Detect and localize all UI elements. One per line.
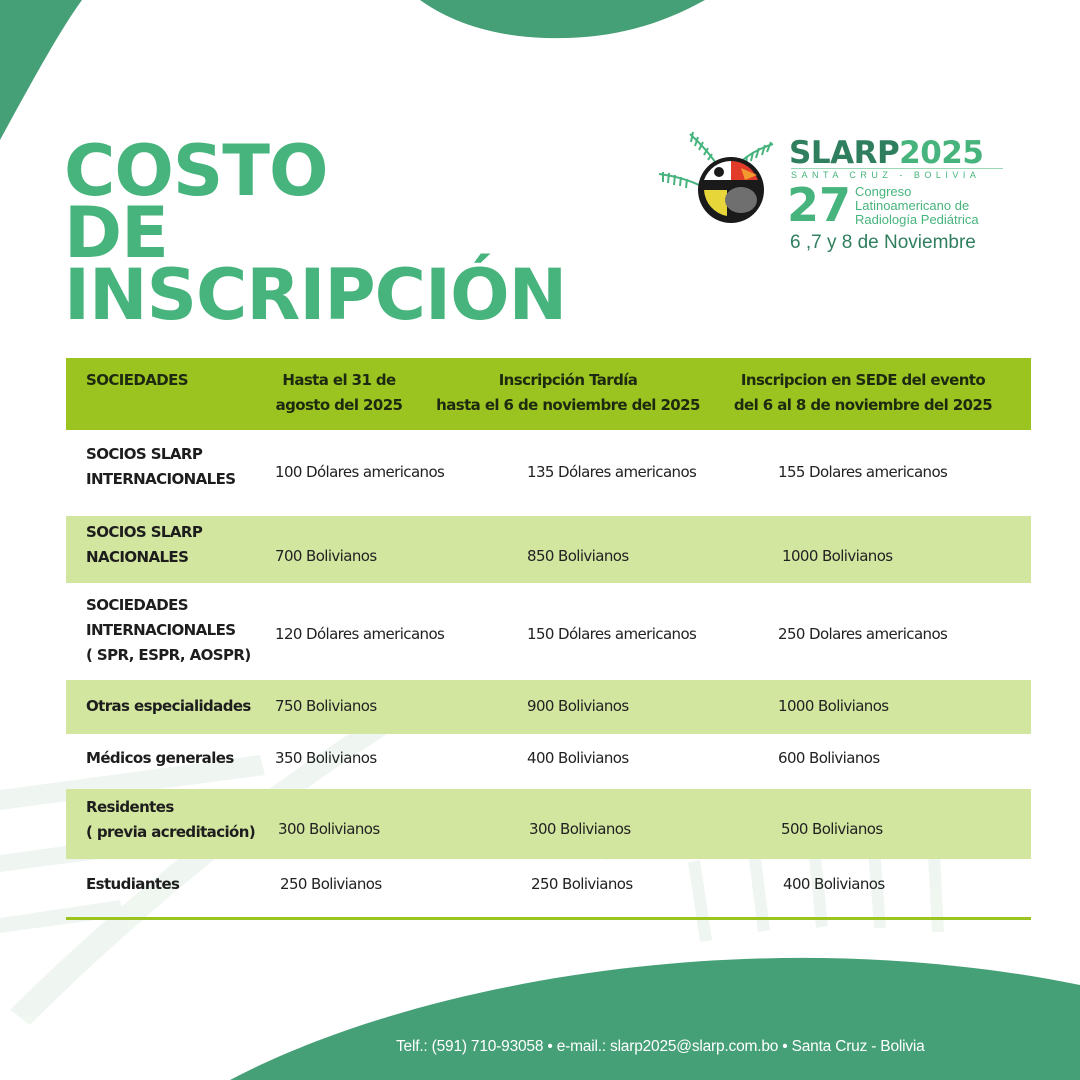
congress-line-3: Radiología Pediátrica (855, 212, 979, 227)
fee-early: 700 Bolivianos (275, 547, 377, 565)
header-early (264, 368, 414, 418)
table-row (66, 680, 1031, 734)
row-label: Residentes ( previa acreditación) (86, 798, 256, 841)
fee-late: 250 Bolivianos (531, 875, 633, 893)
fee-late: 400 Bolivianos (527, 749, 629, 767)
fee-onsite: 250 Dolares americanos (778, 625, 948, 643)
fee-onsite: 600 Bolivianos (778, 749, 880, 767)
toucan-emblem-icon (655, 128, 780, 238)
event-dates: 6 ,7 y 8 de Noviembre (790, 232, 976, 253)
edition-number: 27 (787, 178, 852, 232)
title-line-2: DE (64, 192, 168, 274)
header-onsite-line-1: Inscripcion en SEDE del evento (740, 371, 986, 389)
brand-slarp: SLARP (789, 135, 900, 171)
fee-onsite: 1000 Bolivianos (778, 697, 889, 715)
fee-onsite: 155 Dolares americanos (778, 463, 948, 481)
congress-line-2: Latinoamericano de (855, 198, 970, 213)
table-row (66, 789, 1031, 859)
brand-name (789, 136, 983, 170)
fee-onsite: 500 Bolivianos (781, 820, 883, 838)
fee-late: 300 Bolivianos (529, 820, 631, 838)
title-line-1: COSTO (64, 130, 328, 212)
fee-early: 350 Bolivianos (275, 749, 377, 767)
header-late (428, 368, 708, 418)
row-label: SOCIOS SLARP NACIONALES (86, 523, 203, 566)
congress-line-1: Congreso (855, 184, 912, 199)
slarp-logo (655, 128, 1015, 258)
contact-footer: Telf.: (591) 710-93058 • e-mail.: slarp2025@slarp.com.bo • Santa Cruz - Bolivia (396, 1038, 925, 1055)
fee-onsite: 400 Bolivianos (783, 875, 885, 893)
page-title (64, 130, 567, 336)
header-early-line-2: agosto del 2025 (275, 396, 403, 414)
row-label: Médicos generales (86, 749, 234, 767)
header-early-line-1: Hasta el 31 de (282, 371, 396, 389)
header-onsite (718, 368, 1008, 418)
table-row (66, 583, 1031, 680)
row-label: Otras especialidades (86, 697, 251, 715)
fee-onsite: 1000 Bolivianos (782, 547, 893, 565)
table-row (66, 734, 1031, 789)
table-row (66, 430, 1031, 516)
fee-late: 135 Dólares americanos (527, 463, 697, 481)
fee-early: 120 Dólares americanos (275, 625, 445, 643)
table-row (66, 516, 1031, 583)
header-sociedades: SOCIEDADES (86, 371, 188, 389)
table-header (66, 358, 1031, 430)
fee-early: 250 Bolivianos (280, 875, 382, 893)
fee-early: 750 Bolivianos (275, 697, 377, 715)
congress-name (855, 185, 979, 227)
header-onsite-line-2: del 6 al 8 de noviembre del 2025 (733, 396, 993, 414)
row-label: SOCIOS SLARP INTERNACIONALES (86, 445, 236, 488)
brand-year: 2025 (899, 135, 984, 171)
fee-late: 900 Bolivianos (527, 697, 629, 715)
fee-late: 150 Dólares americanos (527, 625, 697, 643)
title-line-3: INSCRIPCIÓN (64, 254, 567, 336)
table-row (66, 859, 1031, 915)
header-late-line-2: hasta el 6 de noviembre del 2025 (436, 396, 700, 414)
fees-table (66, 358, 1031, 915)
header-late-line-1: Inscripción Tardía (498, 371, 638, 389)
row-label: SOCIEDADES INTERNACIONALES ( SPR, ESPR, AOSPR) (86, 596, 251, 664)
fee-early: 100 Dólares americanos (275, 463, 445, 481)
fee-late: 850 Bolivianos (527, 547, 629, 565)
table-bottom-rule (66, 917, 1031, 920)
fee-early: 300 Bolivianos (278, 820, 380, 838)
brand-location: SANTA CRUZ - BOLIVIA (791, 168, 1003, 181)
row-label: Estudiantes (86, 875, 180, 893)
